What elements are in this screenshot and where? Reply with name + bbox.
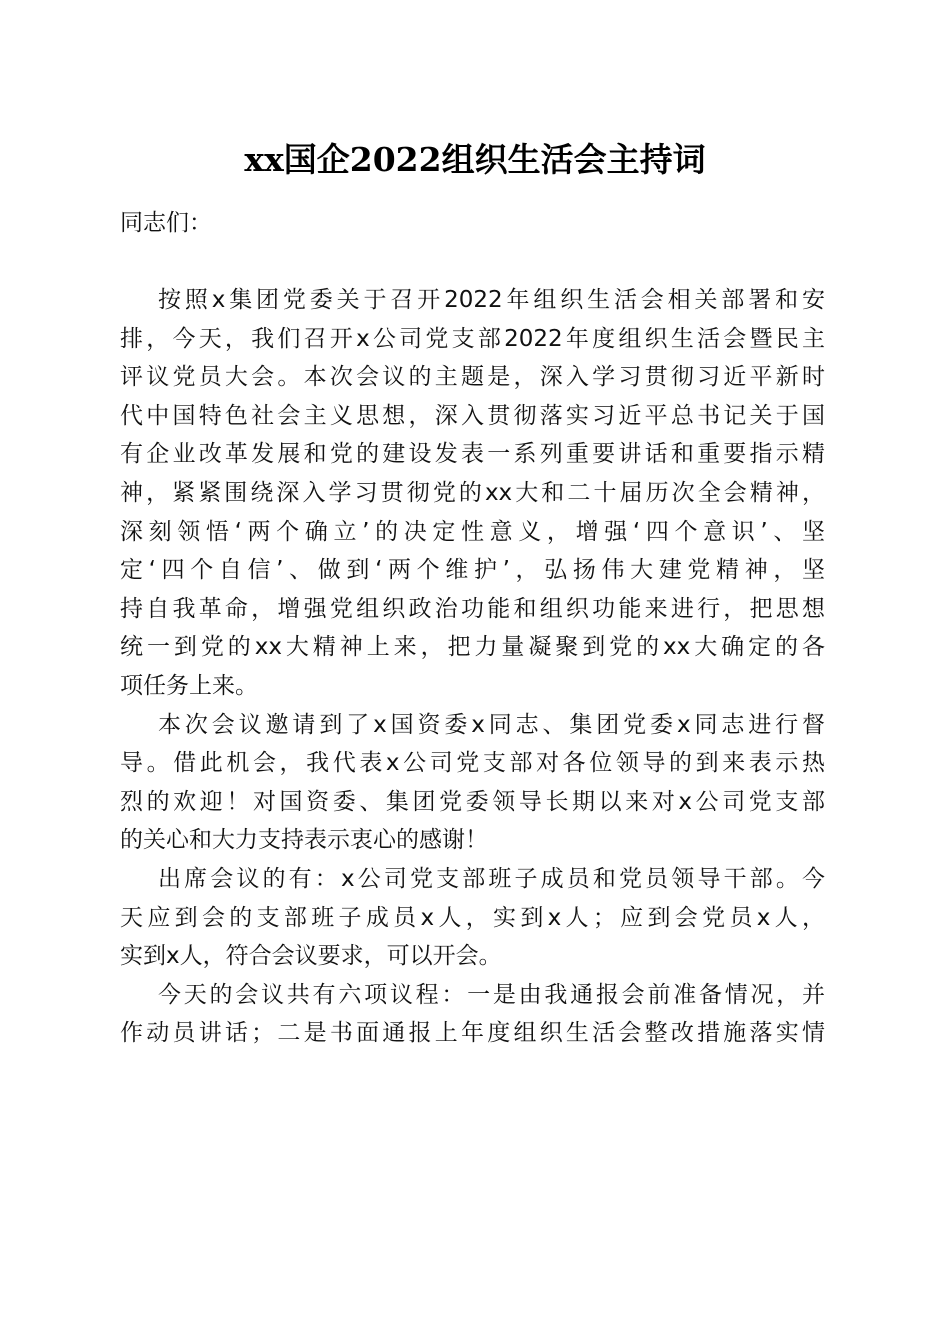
salutation: 同志们： — [120, 210, 212, 236]
body-line: 出席会议的有：x公司党支部班子成员和党员领导干部。今 — [158, 866, 825, 892]
body-line: 持自我革命，增强党组织政治功能和组织功能来进行，把思想 — [120, 595, 825, 622]
body-line: 导。借此机会，我代表x公司党支部对各位领导的到来表示热 — [120, 750, 825, 777]
body-line: 按照x集团党委关于召开2022年组织生活会相关部署和安 — [158, 287, 825, 313]
body-line: 有企业改革发展和党的建设发表一系列重要讲话和重要指示精 — [120, 441, 825, 468]
document-title: xx国企2022组织生活会主持词 — [244, 140, 706, 179]
body-line: 神，紧紧围绕深入学习贯彻党的xx大和二十届历次全会精神， — [120, 480, 825, 506]
body-line: 天应到会的支部班子成员x人，实到x人；应到会党员x人， — [120, 904, 825, 931]
body-line: 今天的会议共有六项议程：一是由我通报会前准备情况，并 — [158, 981, 825, 1008]
body-line: 的关心和大力支持表示衷心的感谢！ — [120, 827, 488, 854]
body-line: 定‘四个自信’、做到‘两个维护’，弘扬伟大建党精神，坚 — [120, 557, 825, 584]
body-line: 项任务上来。 — [120, 673, 258, 699]
body-line: 实到x人，符合会议要求，可以开会。 — [120, 943, 502, 970]
body-line: 本次会议邀请到了x国资委x同志、集团党委x同志进行督 — [158, 711, 825, 738]
body-line: 统一到党的xx大精神上来，把力量凝聚到党的xx大确定的各 — [120, 634, 825, 661]
body-line: 代中国特色社会主义思想，深入贯彻落实习近平总书记关于国 — [120, 402, 825, 429]
body-line: 作动员讲话；二是书面通报上年度组织生活会整改措施落实情 — [120, 1020, 825, 1047]
body-line: 深刻领悟‘两个确立’的决定性意义，增强‘四个意识’、坚 — [120, 518, 825, 545]
body-line: 评议党员大会。本次会议的主题是，深入学习贯彻习近平新时 — [120, 364, 825, 391]
body-line: 烈的欢迎！对国资委、集团党委领导长期以来对x公司党支部 — [120, 788, 825, 815]
body-line: 排，今天，我们召开x公司党支部2022年度组织生活会暨民主 — [120, 325, 825, 352]
